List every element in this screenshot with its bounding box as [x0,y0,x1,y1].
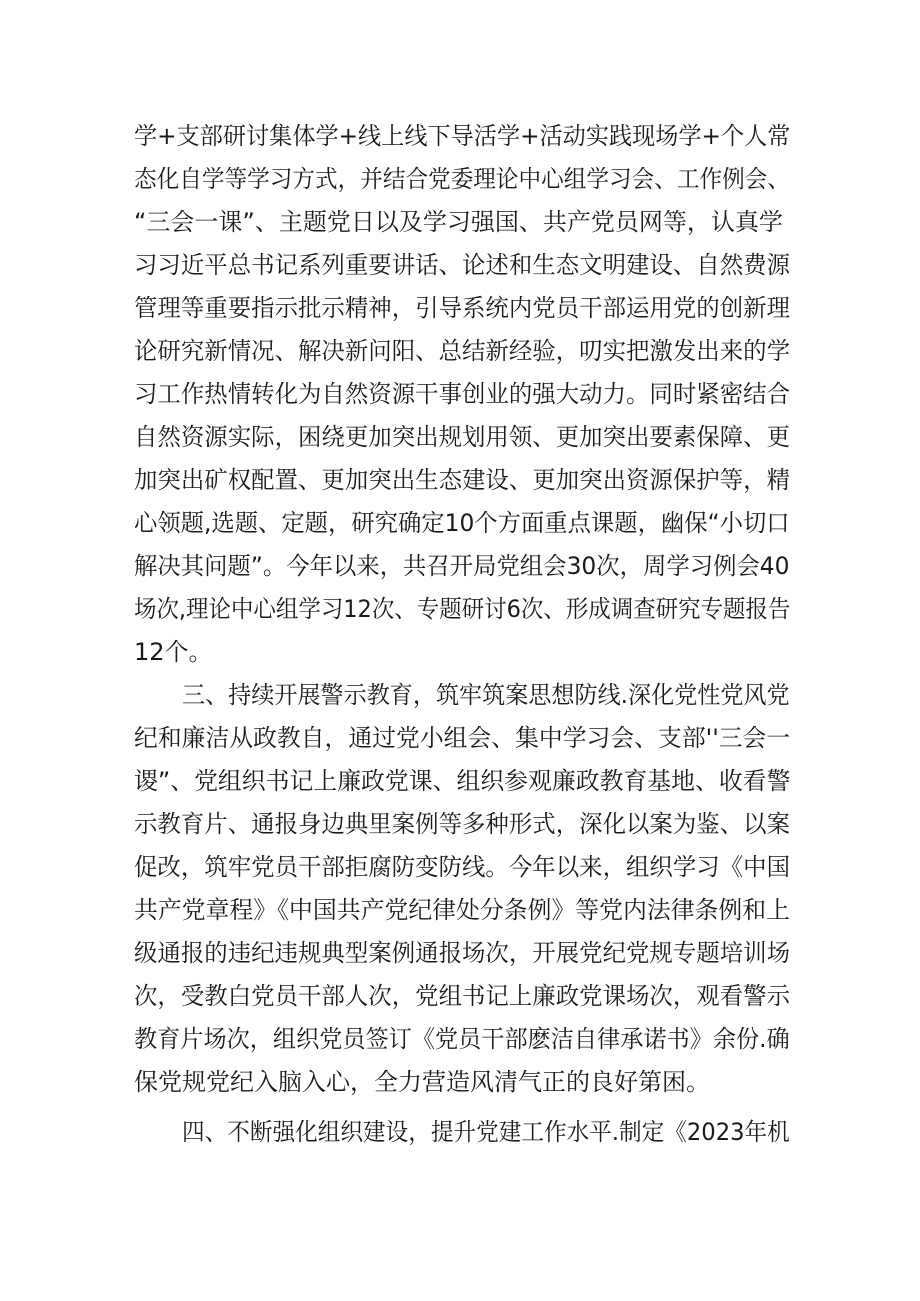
paragraph-line: 谡”、党组织书记上廉政党课、组织参观廉政教育基地、收看警 [134,767,791,795]
section-four-heading-line: 四、不断强化组织建设，提升党建工作水平.制定《2023年机 [182,1118,790,1146]
paragraph-line: 纪和廉洁从政教自，通过党小组会、集中学习会、支部''三会一 [134,724,791,752]
paragraph-line: 保党规党纪入脑入心，全力营造风清气正的良好第困。 [134,1068,710,1096]
paragraph-line: 共产党章程》《中国共产党纪律处分条例》等党内法律条例和上 [134,896,790,924]
paragraph-line: 级通报的违纪违规典型案例通报场次，开展党纪党规专题培训场 [134,939,790,967]
paragraph-line: 教育片场次，组织党员签订《党员干部麽洁自律承诺书》余份.确 [134,1025,790,1053]
paragraph-line: 心领题,选题、定题，研究确定10个方面重点课题，幽保“小切口 [134,509,790,537]
paragraph-line: 习习近平总书记系列重要讲话、论述和生态文明建设、自然费源 [134,251,790,279]
paragraph-line: 场次,理论中心组学习12次、专题研讨6次、形成调查研究专题报告 [134,595,791,623]
paragraph-line: 论研究新情况、解决新问阳、总结新经验，叨实把激发出来的学 [134,337,790,365]
paragraph-line: 示教育片、通报身边典里案例等多种形式，深化以案为鉴、以案 [134,810,790,838]
paragraph-line: 解决其问题”。今年以来，共召开局党组会30次，周学习例会40 [134,552,790,580]
paragraph-line: 习工作热情转化为自然资源干事创业的强大动力。同时紧密结合 [134,380,790,408]
paragraph-line: 次，受教白党员干部人次，党组书记上廉政党课场次，观看警示 [134,982,790,1010]
paragraph-line: 管理等重要指示批示精神，引导系统内党员干部运用党的创新理 [134,294,790,322]
paragraph-line: “三会一课”、主题党日以及学习强国、共产党员网等，认真学 [134,208,783,236]
paragraph-line: 12个。 [134,638,213,666]
paragraph-line: 自然资源实际，困绕更加突出规划用领、更加突出要素保障、更 [134,423,790,451]
paragraph-line: 加突出矿权配置、更加突出生态建设、更加突出资源保护等，精 [134,466,790,494]
paragraph-line: 态化自学等学习方式，并结合党委理论中心组学习会、工作例会、 [134,165,790,193]
paragraph-line: 学+支部研讨集体学+线上线下导活学+活动实践现场学+个人常 [134,122,791,150]
paragraph-line: 促改，筑牢党员干部拒腐防变防线。今年以来，组织学习《中国 [134,853,790,881]
section-three-heading-line: 三、持续开展警示教育，筑牢筑案思想防线.深化党性党风党 [182,681,790,709]
